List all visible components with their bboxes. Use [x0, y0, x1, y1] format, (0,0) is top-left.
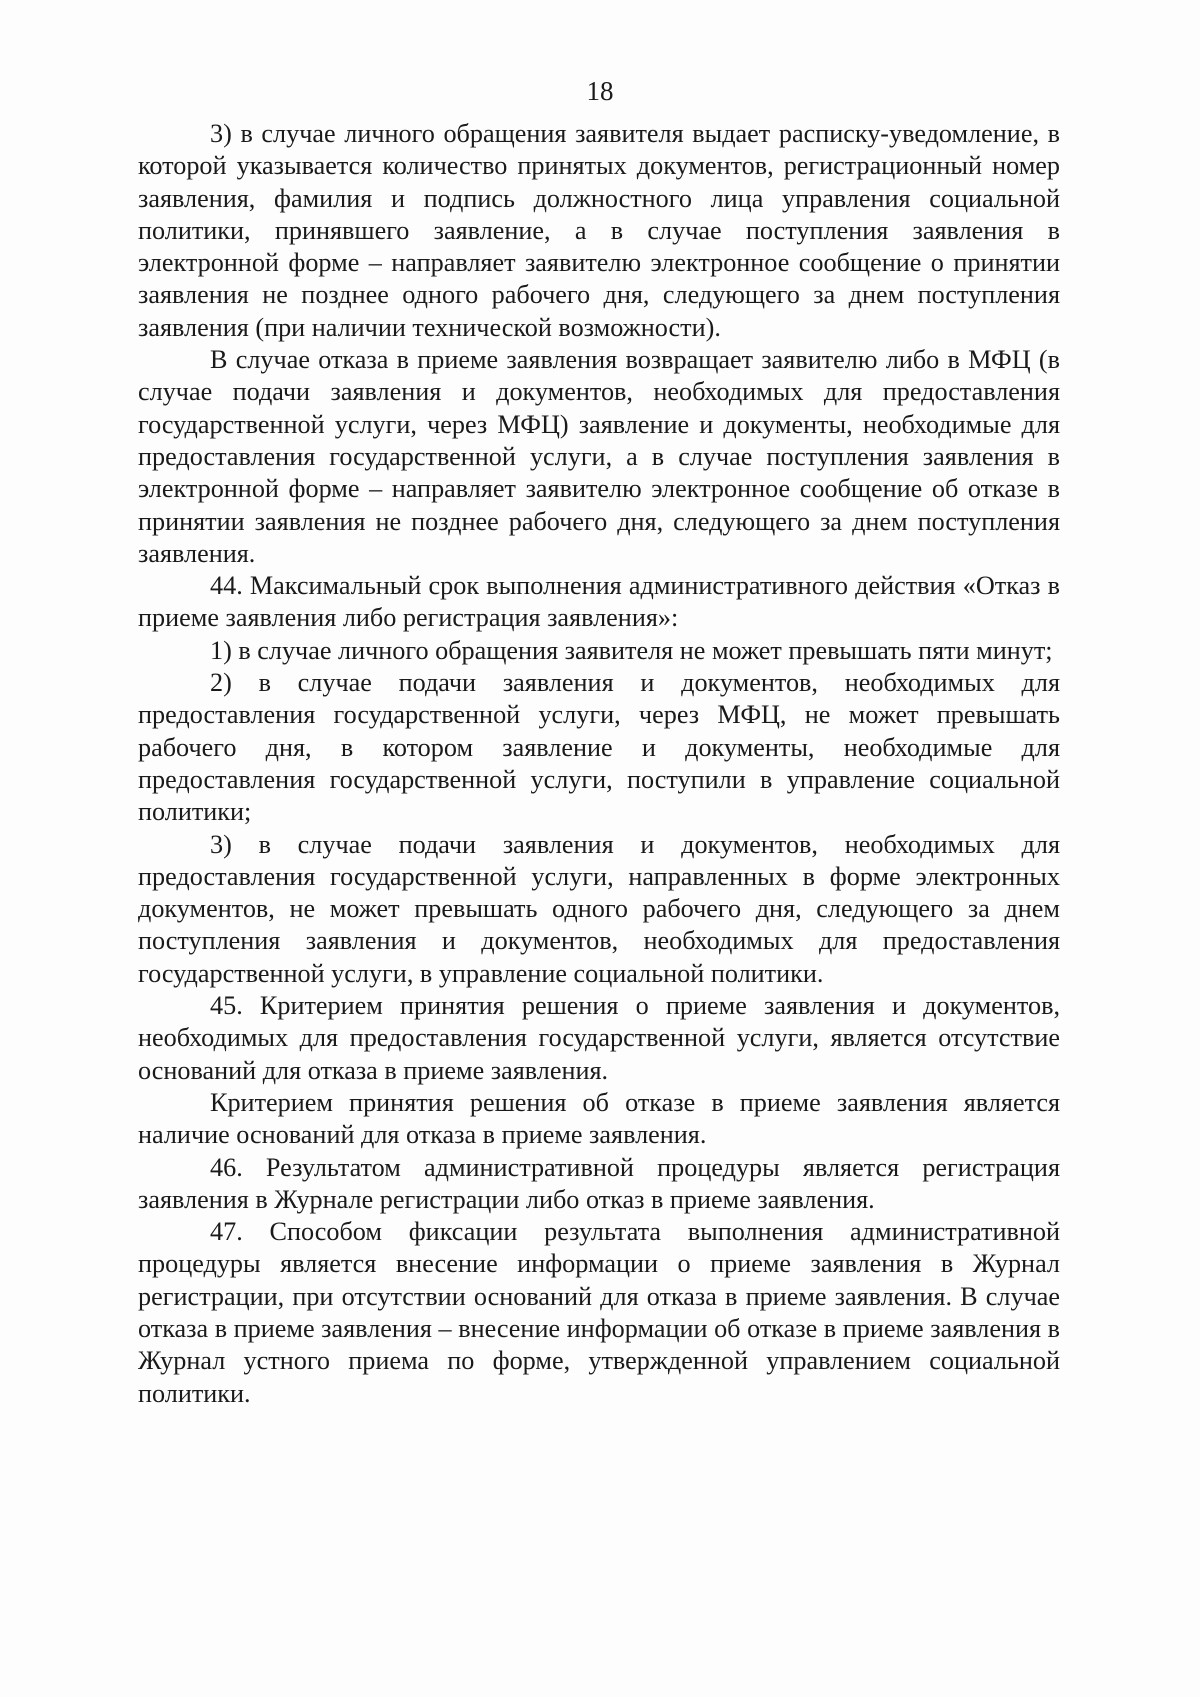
paragraph-45-criterion: 45. Критерием принятия решения о приеме заявления и документов, необходимых для предоставления государственной услуги, является отсутствие оснований для отказа в приеме заявления. — [138, 991, 1060, 1085]
document-body — [138, 118, 1060, 1410]
paragraph-refusal-return: В случае отказа в приеме заявления возвращает заявителю либо в МФЦ (в случае подачи заявления и документов, необходимых для предоставления государственной услуги, через МФЦ) заявление и документы, необходимые для предоставления государственной услуги, а в случае поступления заявления в электронной форме – направляет заявителю электронное сообщение об отказе в принятии заявления не позднее рабочего дня, следующего за днем поступления заявления. — [138, 345, 1060, 568]
page-number: 18 — [586, 76, 614, 106]
paragraph-46-result: 46. Результатом административной процедуры является регистрация заявления в Журнале регистрации либо отказ в приеме заявления. — [138, 1152, 1060, 1214]
paragraph-44-item-2: 2) в случае подачи заявления и документов, необходимых для предоставления государственной услуги, через МФЦ, не может превышать рабочего дня, в котором заявление и документы, необходимые для предоставления государственной услуги, поступили в управление социальной политики; — [138, 668, 1060, 827]
paragraph-44-max-term: 44. Максимальный срок выполнения административного действия «Отказ в приеме заявления либо регистрация заявления»: — [138, 571, 1060, 633]
paragraph-47-fixation: 47. Способом фиксации результата выполнения административной процедуры является внесение информации о приеме заявления в Журнал регистрации, при отсутствии оснований для отказа в приеме заявления. В случае отказа в приеме заявления – внесение информации об отказе в приеме заявления в Журнал устного приема по форме, утвержденной управлением социальной политики. — [138, 1217, 1060, 1408]
paragraph-44-item-3: 3) в случае подачи заявления и документов, необходимых для предоставления государственной услуги, направленных в форме электронных документов, не может превышать одного рабочего дня, следующего за днем поступления заявления и документов, необходимых для предоставления государственной услуги, в управление социальной политики. — [138, 829, 1060, 988]
paragraph-item-3-receipt: 3) в случае личного обращения заявителя выдает расписку-уведомление, в которой указывается количество принятых документов, регистрационный номер заявления, фамилия и подпись должностного лица управления социальной политики, принявшего заявление, а в случае поступления заявления в электронной форме – направляет заявителю электронное сообщение о принятии заявления не позднее одного рабочего дня, следующего за днем поступления заявления (при наличии технической возможности). — [138, 119, 1060, 342]
paragraph-44-item-1: 1) в случае личного обращения заявителя не может превышать пяти минут; — [210, 635, 1053, 665]
paragraph-refusal-criterion: Критерием принятия решения об отказе в приеме заявления является наличие оснований для отказа в приеме заявления. — [138, 1087, 1060, 1150]
